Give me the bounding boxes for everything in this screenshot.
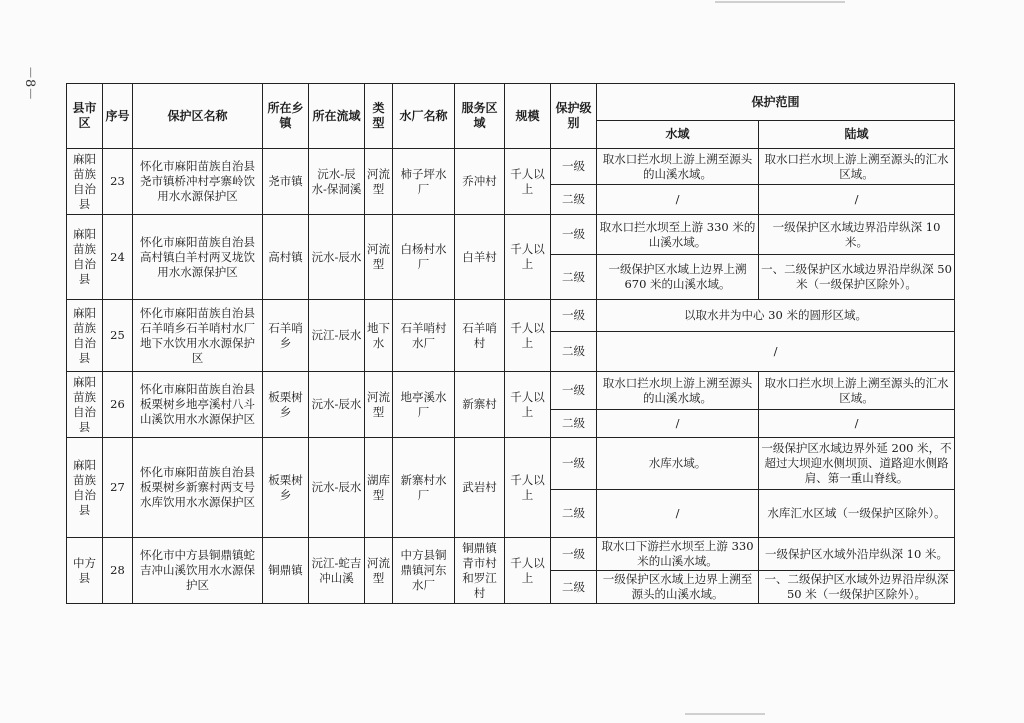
county-cell: 麻阳苗族自治县: [67, 438, 103, 538]
service-cell: 石羊哨村: [455, 300, 505, 372]
basin-cell: 沅水-辰水: [309, 438, 365, 538]
scale-cell: 千人以上: [505, 300, 551, 372]
water-range-cell: 取水口拦水坝上游上溯至源头的山溪水域。: [597, 149, 759, 185]
basin-cell: 沅江-蛇吉冲山溪: [309, 538, 365, 604]
land-range-cell: 一级保护区水域边界沿岸纵深 10 米。: [759, 215, 955, 255]
land-range-cell: 取水口拦水坝上游上溯至源头的汇水区域。: [759, 372, 955, 410]
type-cell: 地下水: [365, 300, 393, 372]
plant-cell: 石羊哨村水厂: [393, 300, 455, 372]
water-range-cell: /: [597, 490, 759, 538]
header-seq: 序号: [103, 84, 133, 149]
table-row: [67, 372, 955, 410]
type-cell: 河流型: [365, 538, 393, 604]
level-cell: 一级: [551, 215, 597, 255]
water-range-cell: 一级保护区水域上边界上溯 670 米的山溪水域。: [597, 255, 759, 300]
protection-zone-table: [66, 83, 955, 604]
basin-cell: 沅水-辰水-保洞溪: [309, 149, 365, 215]
header-plant: 水厂名称: [393, 84, 455, 149]
service-cell: 乔冲村: [455, 149, 505, 215]
basin-cell: 沅水-辰水: [309, 372, 365, 438]
land-range-cell: /: [759, 410, 955, 438]
scan-mark-bottom: [685, 713, 765, 715]
level-cell: 二级: [551, 410, 597, 438]
plant-cell: 中方县铜鼎镇河东水厂: [393, 538, 455, 604]
header-range: 保护范围: [597, 84, 955, 121]
water-range-cell: 取水口拦水坝上游上溯至源头的山溪水域。: [597, 372, 759, 410]
scale-cell: 千人以上: [505, 538, 551, 604]
level-cell: 一级: [551, 372, 597, 410]
zone-name-cell: 怀化市麻阳苗族自治县尧市镇桥冲村亭寨岭饮用水水源保护区: [133, 149, 263, 215]
seq-cell: 27: [103, 438, 133, 538]
plant-cell: 白杨村水厂: [393, 215, 455, 300]
land-range-cell: 取水口拦水坝上游上溯至源头的汇水区域。: [759, 149, 955, 185]
header-water: 水域: [597, 121, 759, 149]
town-cell: 铜鼎镇: [263, 538, 309, 604]
scale-cell: 千人以上: [505, 215, 551, 300]
land-range-cell: 一、二级保护区水域边界沿岸纵深 50 米（一级保护区除外）。: [759, 255, 955, 300]
zone-name-cell: 怀化市中方县铜鼎镇蛇吉冲山溪饮用水水源保护区: [133, 538, 263, 604]
plant-cell: 地亭溪水厂: [393, 372, 455, 438]
header-service: 服务区域: [455, 84, 505, 149]
seq-cell: 25: [103, 300, 133, 372]
zone-name-cell: 怀化市麻阳苗族自治县高村镇白羊村两叉垅饮用水水源保护区: [133, 215, 263, 300]
level-cell: 一级: [551, 300, 597, 332]
water-range-cell: 取水口下游拦水坝至上游 330 米的山溪水域。: [597, 538, 759, 571]
level-cell: 二级: [551, 332, 597, 372]
table-row: [67, 300, 955, 332]
range-cell: /: [597, 332, 955, 372]
land-range-cell: /: [759, 185, 955, 215]
header-county: 县市区: [67, 84, 103, 149]
basin-cell: 沅水-辰水: [309, 215, 365, 300]
zone-name-cell: 怀化市麻阳苗族自治县板栗树乡新寨村两支号水库饮用水水源保护区: [133, 438, 263, 538]
county-cell: 中方县: [67, 538, 103, 604]
land-range-cell: 一、二级保护区水域外边界沿岸纵深 50 米（一级保护区除外）。: [759, 571, 955, 604]
water-range-cell: /: [597, 185, 759, 215]
type-cell: 湖库型: [365, 438, 393, 538]
county-cell: 麻阳苗族自治县: [67, 372, 103, 438]
header-town: 所在乡镇: [263, 84, 309, 149]
page-number: －8－: [22, 66, 37, 101]
water-range-cell: /: [597, 410, 759, 438]
county-cell: 麻阳苗族自治县: [67, 149, 103, 215]
header-basin: 所在流域: [309, 84, 365, 149]
plant-cell: 柿子坪水厂: [393, 149, 455, 215]
range-cell: 以取水井为中心 30 米的圆形区域。: [597, 300, 955, 332]
level-cell: 二级: [551, 571, 597, 604]
scale-cell: 千人以上: [505, 149, 551, 215]
county-cell: 麻阳苗族自治县: [67, 300, 103, 372]
scale-cell: 千人以上: [505, 438, 551, 538]
plant-cell: 新寨村水厂: [393, 438, 455, 538]
type-cell: 河流型: [365, 372, 393, 438]
table-row: [67, 438, 955, 490]
level-cell: 二级: [551, 255, 597, 300]
county-cell: 麻阳苗族自治县: [67, 215, 103, 300]
water-range-cell: 水库水域。: [597, 438, 759, 490]
town-cell: 高村镇: [263, 215, 309, 300]
land-range-cell: 水库汇水区域（一级保护区除外）。: [759, 490, 955, 538]
zone-name-cell: 怀化市麻阳苗族自治县石羊哨乡石羊哨村水厂地下水饮用水水源保护区: [133, 300, 263, 372]
town-cell: 尧市镇: [263, 149, 309, 215]
water-range-cell: 一级保护区水域上边界上溯至源头的山溪水域。: [597, 571, 759, 604]
service-cell: 白羊村: [455, 215, 505, 300]
header-name: 保护区名称: [133, 84, 263, 149]
zone-name-cell: 怀化市麻阳苗族自治县板栗树乡地亭溪村八斗山溪饮用水水源保护区: [133, 372, 263, 438]
seq-cell: 26: [103, 372, 133, 438]
service-cell: 铜鼎镇青市村和罗江村: [455, 538, 505, 604]
service-cell: 武岩村: [455, 438, 505, 538]
seq-cell: 23: [103, 149, 133, 215]
land-range-cell: 一级保护区水域边界外延 200 米，不超过大坝迎水侧坝顶、道路迎水侧路肩、第一重山脊线。: [759, 438, 955, 490]
land-range-cell: 一级保护区水域外沿岸纵深 10 米。: [759, 538, 955, 571]
type-cell: 河流型: [365, 215, 393, 300]
level-cell: 一级: [551, 149, 597, 185]
town-cell: 石羊哨乡: [263, 300, 309, 372]
table-row: [67, 149, 955, 185]
service-cell: 新寨村: [455, 372, 505, 438]
header-land: 陆域: [759, 121, 955, 149]
level-cell: 二级: [551, 490, 597, 538]
type-cell: 河流型: [365, 149, 393, 215]
header-type: 类型: [365, 84, 393, 149]
header-level: 保护级别: [551, 84, 597, 149]
table-row: [67, 215, 955, 255]
basin-cell: 沅江-辰水: [309, 300, 365, 372]
town-cell: 板栗树乡: [263, 372, 309, 438]
water-range-cell: 取水口拦水坝至上游 330 米的山溪水域。: [597, 215, 759, 255]
seq-cell: 24: [103, 215, 133, 300]
scale-cell: 千人以上: [505, 372, 551, 438]
town-cell: 板栗树乡: [263, 438, 309, 538]
table-row: [67, 538, 955, 571]
level-cell: 一级: [551, 538, 597, 571]
seq-cell: 28: [103, 538, 133, 604]
header-scale: 规模: [505, 84, 551, 149]
level-cell: 一级: [551, 438, 597, 490]
level-cell: 二级: [551, 185, 597, 215]
scan-mark-top: [715, 1, 845, 3]
